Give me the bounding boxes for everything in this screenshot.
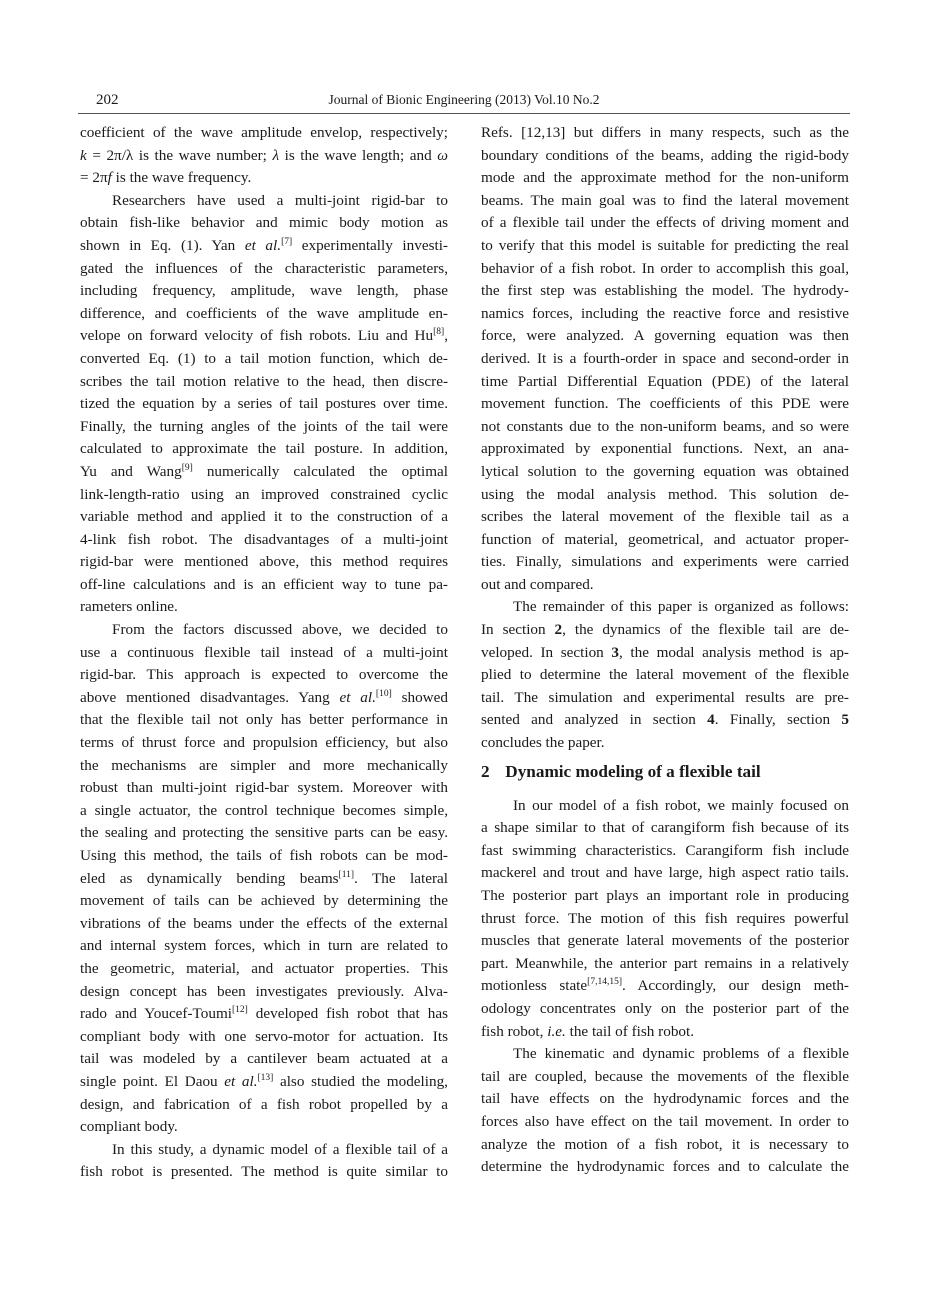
citation: [13] xyxy=(257,1072,274,1083)
text-line: fish robot is presented. The method is quite similar to xyxy=(80,1163,448,1181)
text-line: tail. The simulation and experimental results are pre- xyxy=(481,688,849,706)
text-line: force, were analyzed. A governing equation was then xyxy=(481,327,849,345)
text-line: veloped. In section 3, the modal analysis method is ap- xyxy=(481,643,849,661)
text-line: coefficient of the wave amplitude envelop, respectively; xyxy=(80,124,448,141)
et-al: et al. xyxy=(339,688,376,706)
paragraph-start: The kinematic and dynamic problems of a flexible xyxy=(513,1045,849,1063)
left-column xyxy=(80,122,448,1184)
text-line: rado and Youcef-Toumi[12] developed fish robot that has xyxy=(80,1005,448,1023)
text-line: to verify that this model is suitable for predicting the real xyxy=(481,236,849,254)
text-line: = 2πf is the wave frequency. xyxy=(80,169,252,187)
text-line: the mechanisms are simpler and more mechanically xyxy=(80,756,448,774)
paragraph-start: From the factors discussed above, we decided to xyxy=(112,621,448,639)
text-line: velope on forward velocity of fish robots. Liu and Hu[8], xyxy=(80,327,448,345)
text-line: muscles that generate lateral movements of the posterior xyxy=(481,932,849,950)
text-line: lytical solution to the governing equation was obtained xyxy=(481,462,849,480)
text-line: shown in Eq. (1). Yan et al.[7] experimentally investi- xyxy=(80,236,448,254)
text-line: of a flexible tail under the effects of driving moment and xyxy=(481,214,849,232)
et-al: et al. xyxy=(224,1072,258,1090)
text-line: fish robot, i.e. the tail of fish robot. xyxy=(481,1022,695,1040)
text-line: Yu and Wang[9] numerically calculated the optimal xyxy=(80,462,448,480)
text-line: use a continuous flexible tail instead of a multi-joint xyxy=(80,643,448,661)
text-line: mackerel and trout and have large, high aspect ratio tails. xyxy=(481,864,849,882)
text-line: 4-link fish robot. The disadvantages of a multi-joint xyxy=(80,530,448,548)
text-line: variable method and applied it to the construction of a xyxy=(80,508,448,526)
text-line: In section 2, the dynamics of the flexible tail are de- xyxy=(481,621,849,639)
text-line: including frequency, amplitude, wave length, phase xyxy=(80,282,448,300)
text-line: fast swimming characteristics. Carangiform fish include xyxy=(481,841,849,859)
text-line: analyze the motion of a fish robot, it is necessary to xyxy=(481,1135,849,1153)
paragraph-start: The remainder of this paper is organized as follows: xyxy=(513,598,849,616)
text-line: odology concentrates only on the posterior part of the xyxy=(481,999,849,1017)
text-line: single point. El Daou et al.[13] also studied the modeling, xyxy=(80,1072,448,1090)
right-column xyxy=(481,122,849,1179)
text-line: off-line calculations and is an efficient way to tune pa- xyxy=(80,575,448,593)
paragraph-start: In this study, a dynamic model of a flexible tail of a xyxy=(112,1140,448,1158)
text-line: Finally, the turning angles of the joints of the tail were xyxy=(80,417,448,435)
text-line: motionless state[7,14,15]. Accordingly, our design meth- xyxy=(481,977,849,995)
section-title: Dynamic modeling of a flexible tail xyxy=(505,761,761,781)
citation: [10] xyxy=(375,688,392,699)
text-line: ties. Finally, simulations and experiments were carried xyxy=(481,553,849,571)
citation: [7,14,15] xyxy=(587,977,622,988)
text-line: design, and fabrication of a fish robot propelled by a xyxy=(80,1095,448,1113)
text-line: calculated to approximate the tail posture. In addition, xyxy=(80,440,448,458)
text-line: Using this method, the tails of fish robots can be mod- xyxy=(80,847,448,864)
citation: [8] xyxy=(433,327,445,338)
text-line: namics forces, including the reactive force and resistive xyxy=(481,304,849,322)
et-al: et al. xyxy=(244,236,282,254)
text-line: behavior of a fish robot. In order to accomplish this goal, xyxy=(481,259,849,277)
header-rule xyxy=(78,113,850,114)
text-line: compliant body. xyxy=(80,1118,178,1136)
text-line: movement function. The coefficients of this PDE were xyxy=(481,395,849,413)
text-line: part. Meanwhile, the anterior part remains in a relatively xyxy=(481,954,849,972)
text-line: vibrations of the beams under the effects of the external xyxy=(80,914,448,932)
text-line: the geometric, material, and actuator properties. This xyxy=(80,959,448,977)
text-line: compliant body with one servo-motor for actuation. Its xyxy=(80,1027,448,1045)
text-line: rigid-bar. This approach is expected to overcome the xyxy=(80,666,448,684)
text-line: the first step was establishing the model. The hydrody- xyxy=(481,282,849,300)
citation: [7] xyxy=(281,236,293,247)
text-line: a shape similar to that of carangiform fish because of its xyxy=(481,819,849,837)
text-line: function of material, geometrical, and actuator proper- xyxy=(481,530,849,548)
text-line: forces also have effect on the tail movement. In order to xyxy=(481,1112,849,1130)
text-line: a single actuator, the control technique becomes simple, xyxy=(80,801,448,819)
text-line: tized the equation by a series of tail postures over time. xyxy=(80,395,448,413)
text-line: eled as dynamically bending beams[11]. The lateral xyxy=(80,869,448,887)
citation: [9] xyxy=(181,462,193,473)
text-line: movement of tails can be achieved by determining the xyxy=(80,892,448,910)
text-line: time Partial Differential Equation (PDE) of the lateral xyxy=(481,372,849,390)
text-line: k = 2π/λ is the wave number; λ is the wave length; and ω xyxy=(80,146,448,164)
text-line: and internal system forces, which in turn are related to xyxy=(80,937,448,955)
text-line: link-length-ratio using an improved constrained cyclic xyxy=(80,485,448,503)
text-line: boundary conditions of the beams, adding the rigid-body xyxy=(481,146,849,164)
text-line: scribes the tail motion relative to the head, then discre- xyxy=(80,372,448,390)
text-line: scribes the lateral movement of the flexible tail as a xyxy=(481,508,849,526)
text-line: beams. The main goal was to find the lateral movement xyxy=(481,191,849,209)
text-line: obtain fish-like behavior and mimic body motion as xyxy=(80,214,448,232)
section-number: 2 xyxy=(481,761,490,781)
text-line: robust than multi-joint rigid-bar system. Moreover with xyxy=(80,779,448,797)
text-line: derived. It is a fourth-order in space and second-order in xyxy=(481,349,849,367)
text-line: converted Eq. (1) to a tail motion function, which de- xyxy=(80,349,448,367)
text-line: tail was modeled by a cantilever beam actuated at a xyxy=(80,1050,448,1068)
citation: [12] xyxy=(231,1005,248,1016)
text-line: Refs. [12,13] but differs in many respects, such as the xyxy=(481,124,849,141)
text-line: rameters online. xyxy=(80,598,178,616)
citation: [11] xyxy=(338,869,355,880)
paragraph-start: In our model of a fish robot, we mainly focused on xyxy=(513,796,849,814)
text-line: plied to determine the lateral movement of the flexible xyxy=(481,666,849,684)
text-line: determine the hydrodynamic forces and to calculate the xyxy=(481,1158,849,1176)
text-line: thrust force. The motion of this fish requires powerful xyxy=(481,909,849,927)
paragraph-start: Researchers have used a multi-joint rigid-bar to xyxy=(112,191,448,209)
text-line: mode and the approximate method for the non-uniform xyxy=(481,169,849,187)
text-line: above mentioned disadvantages. Yang et al.[10] showed xyxy=(80,688,448,706)
journal-title: Journal of Bionic Engineering (2013) Vol.10 No.2 xyxy=(328,92,600,107)
text-line: terms of thrust force and propulsion efficiency, but also xyxy=(80,734,448,752)
text-line: sented and analyzed in section 4. Finally, section 5 xyxy=(481,711,849,729)
text-line: that the flexible tail not only has better performance in xyxy=(80,711,448,729)
text-line: The posterior part plays an important role in producing xyxy=(481,887,849,904)
text-line: tail have effects on the hydrodynamic forces and the xyxy=(481,1090,849,1108)
page-number: 202 xyxy=(96,92,119,108)
text-line: the sealing and protecting the sensitive parts can be easy. xyxy=(80,824,448,842)
text-line: not constants due to the non-uniform beams, and so were xyxy=(481,417,849,435)
text-line: out and compared. xyxy=(481,575,594,593)
text-line: tail are coupled, because the movements of the flexible xyxy=(481,1067,849,1085)
text-line: gated the influences of the characteristic parameters, xyxy=(80,259,448,277)
text-line: difference, and coefficients of the wave amplitude en- xyxy=(80,304,448,322)
text-line: rigid-bar were mentioned above, this method requires xyxy=(80,553,448,571)
text-line: concludes the paper. xyxy=(481,734,605,752)
text-line: approximated by exponential functions. Next, an ana- xyxy=(481,440,849,458)
text-line: design concept has been investigates previously. Alva- xyxy=(80,982,448,1000)
section-heading xyxy=(481,755,849,791)
text-line: using the modal analysis method. This solution de- xyxy=(481,485,849,503)
running-header xyxy=(78,90,850,114)
